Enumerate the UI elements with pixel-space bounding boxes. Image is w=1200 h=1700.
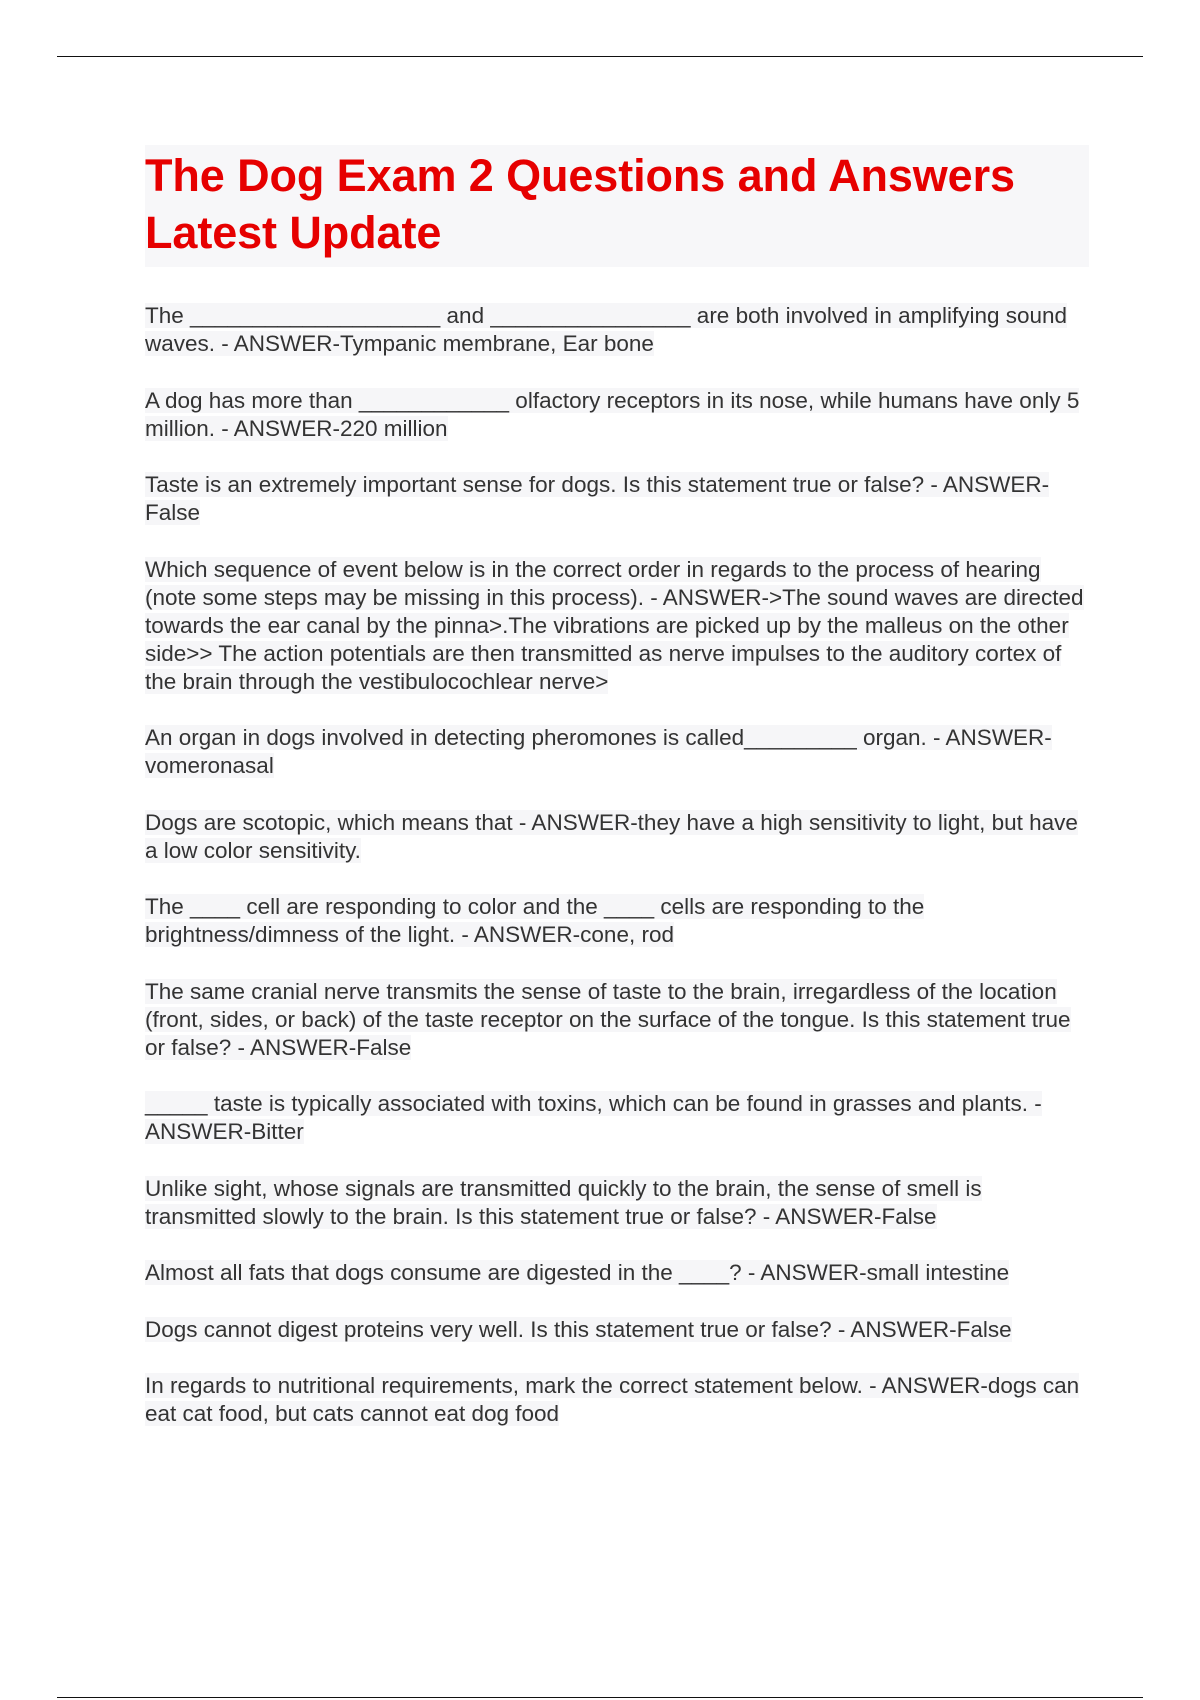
qa-item: Unlike sight, whose signals are transmitted quickly to the brain, the sense of smell is transmitted slowly to the brain. Is this statement true or false? - ANSWER-False [145, 1175, 982, 1229]
qa-item: Almost all fats that dogs consume are digested in the ____? - ANSWER-small intestine [145, 1260, 1010, 1285]
qa-item: Dogs cannot digest proteins very well. Is this statement true or false? - ANSWER-False [145, 1316, 1012, 1342]
qa-item: An organ in dogs involved in detecting pheromones is called_________ organ. - ANSWER-vomeronasal [145, 725, 1052, 778]
qa-item: The ____ cell are responding to color and the ____ cells are responding to the brightness/dimness of the light. - ANSWER-cone, rod [145, 894, 925, 947]
qa-item: The same cranial nerve transmits the sense of taste to the brain, irregardless of the location (front, sides, or back) of the taste receptor on the surface of the tongue. Is this statement true or false? - ANSWER-False [145, 978, 1071, 1060]
qa-item: Dogs are scotopic, which means that - ANSWER-they have a high sensitivity to light, but have a low color sensitivity. [145, 809, 1078, 863]
qa-item: The ____________________ and ________________ are both involved in amplifying sound waves. - ANSWER-Tympanic membrane, Ear bone [145, 303, 1068, 356]
title-block [145, 145, 1089, 267]
qa-item: Taste is an extremely important sense for dogs. Is this statement true or false? - ANSWER-False [145, 472, 1050, 525]
top-rule [57, 56, 1143, 57]
qa-item: A dog has more than ____________ olfactory receptors in its nose, while humans have only 5 million. - ANSWER-220 million [145, 387, 1080, 441]
title-line-2: Latest Update [145, 207, 442, 258]
document-title [145, 147, 1089, 261]
bottom-rule [57, 1697, 1143, 1698]
qa-item: In regards to nutritional requirements, mark the correct statement below. - ANSWER-dogs can eat cat food, but cats cannot eat dog food [145, 1373, 1080, 1426]
title-line-1: The Dog Exam 2 Questions and Answers [145, 150, 1015, 201]
qa-item: _____ taste is typically associated with toxins, which can be found in grasses and plants. - ANSWER-Bitter [145, 1091, 1042, 1144]
qa-item: Which sequence of event below is in the correct order in regards to the process of hearing (note some steps may be missing in this process). - ANSWER->The sound waves are directed towards the ear canal by the pinna>.The vibrations are picked up by the malleus on the other side>> The action potentials are then transmitted as nerve impulses to the auditory cortex of the brain through the vestibulocochlear nerve> [145, 556, 1084, 694]
qa-list [145, 302, 1089, 1457]
